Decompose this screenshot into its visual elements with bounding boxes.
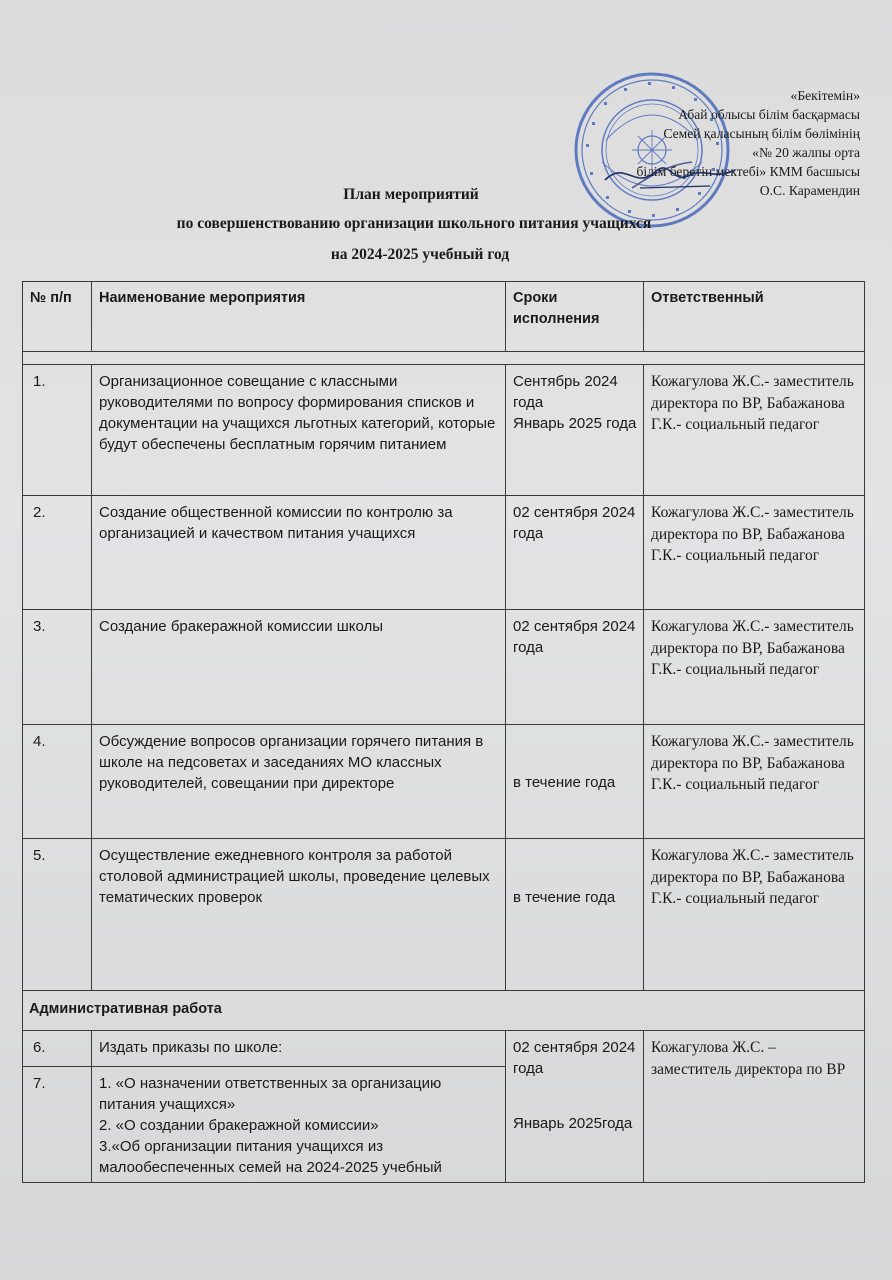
- row-when-2: Январь 2025года: [513, 1115, 633, 1132]
- approval-line: «№ 20 жалпы орта: [752, 145, 860, 160]
- row-when-1: Сентябрь 2024 года: [513, 373, 618, 411]
- order-item: 3.«Об организации питания учащихся из малообеспеченных семей на 2024-2025 учебный: [99, 1138, 442, 1176]
- approval-line: Абай облысы білім басқармасы: [678, 107, 860, 122]
- table-row: [23, 725, 865, 839]
- approval-line: Семей қаласының білім бөлімінің: [663, 126, 860, 141]
- row-num: 3.: [23, 610, 92, 725]
- order-item: 1. «О назначении ответственных за организацию питания учащихся»: [99, 1075, 442, 1113]
- header-num: № п/п: [23, 282, 92, 352]
- row-name: Осуществление ежедневного контроля за работой столовой администрацией школы, проведение целевых тематических проверок: [92, 839, 506, 991]
- document-subtitle: по совершенствованию организации школьного питания учащихся: [176, 215, 652, 232]
- table-row: [23, 496, 865, 610]
- row-name: Создание общественной комиссии по контролю за организацией и качеством питания учащихся: [92, 496, 506, 610]
- row-when: [506, 1031, 644, 1183]
- section-row: [23, 991, 865, 1031]
- table-row: [23, 365, 865, 496]
- row-name: Создание бракеражной комиссии школы: [92, 610, 506, 725]
- row-resp: Кожагулова Ж.С. – заместитель директора по ВР: [644, 1031, 865, 1183]
- document-title: План мероприятий: [343, 186, 479, 203]
- row-name: Обсуждение вопросов организации горячего питания в школе на педсоветах и заседаниях МО классных руководителей, совещании при директоре: [92, 725, 506, 839]
- approval-line: білім беретін мектебі» КММ басшысы: [636, 164, 860, 179]
- header-when: Сроки исполнения: [506, 282, 644, 352]
- section-admin-title: Административная работа: [23, 991, 865, 1031]
- row-resp: Кожагулова Ж.С.- заместитель директора по ВР, Бабажанова Г.К.- социальный педагог: [644, 610, 865, 725]
- row-resp: Кожагулова Ж.С.- заместитель директора по ВР, Бабажанова Г.К.- социальный педагог: [644, 839, 865, 991]
- approval-line: О.С. Карамендин: [759, 183, 860, 198]
- row-resp: Кожагулова Ж.С.- заместитель директора по ВР, Бабажанова Г.К.- социальный педагог: [644, 496, 865, 610]
- row-name: Издать приказы по школе:: [92, 1031, 506, 1067]
- row-when: [506, 839, 644, 991]
- row-num: 4.: [23, 725, 92, 839]
- header-name: Наименование мероприятия: [92, 282, 506, 352]
- row-name: Организационное совещание с классными руководителями по вопросу формирования списков и документации на учащихся льготных категорий, которые будут обеспечены бесплатным горячим питанием: [92, 365, 506, 496]
- row-num: 1.: [23, 365, 92, 496]
- plan-table: [22, 281, 865, 1183]
- row-num: 2.: [23, 496, 92, 610]
- row-num: 6.: [23, 1031, 92, 1067]
- table-header-row: [23, 282, 865, 352]
- row-num: 5.: [23, 839, 92, 991]
- row-resp: Кожагулова Ж.С.- заместитель директора по ВР, Бабажанова Г.К.- социальный педагог: [644, 365, 865, 496]
- table-row: [23, 1031, 865, 1067]
- order-item: 2. «О создании бракеражной комиссии»: [99, 1117, 379, 1134]
- row-when: 02 сентября 2024 года: [506, 496, 644, 610]
- table-row: [23, 839, 865, 991]
- header-resp: Ответственный: [644, 282, 865, 352]
- document-year: на 2024-2025 учебный год: [330, 246, 510, 263]
- approval-line: «Бекітемін»: [790, 88, 860, 103]
- row-when: [506, 365, 644, 496]
- row-when: в течение года: [506, 725, 644, 839]
- row-when-2: Январь 2025 года: [513, 415, 637, 432]
- row-when-text: в течение года: [513, 889, 616, 906]
- row-when: 02 сентября 2024 года: [506, 610, 644, 725]
- row-name: [92, 1067, 506, 1183]
- row-resp: Кожагулова Ж.С.- заместитель директора по ВР, Бабажанова Г.К.- социальный педагог: [644, 725, 865, 839]
- table-spacer-row: [23, 352, 865, 365]
- table-row: [23, 610, 865, 725]
- row-num: 7.: [23, 1067, 92, 1183]
- row-when-1: 02 сентября 2024 года: [513, 1039, 636, 1077]
